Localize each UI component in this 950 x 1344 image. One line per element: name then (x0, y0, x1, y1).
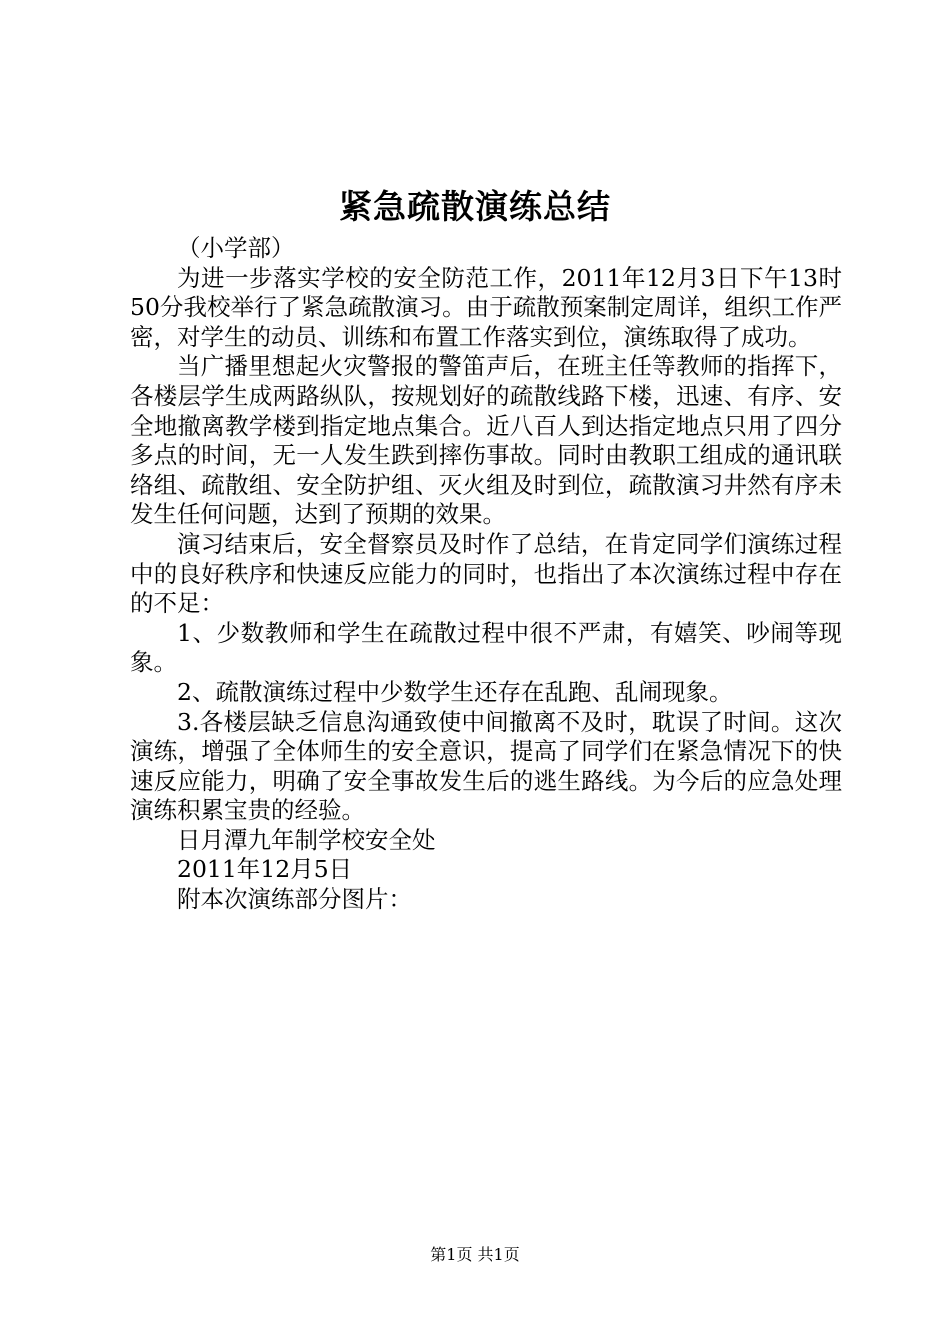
attachment-note: 附本次演练部分图片： (177, 885, 412, 914)
paragraph: 为进一步落实学校的安全防范工作，2011年12月3日下午13时50分我校举行了紧急疏散演习。由于疏散预案制定周详，组织工作严密，对学生的动员、训练和布置工作落实到位，演练取得了成功。 (130, 263, 842, 351)
list-item: 2、疏散演练过程中少数学生还存在乱跑、乱闹现象。 (177, 677, 733, 706)
list-item: 3.各楼层缺乏信息沟通致使中间撤离不及时，耽误了时间。这次演练，增强了全体师生的安全意识，提高了同学们在紧急情况下的快速反应能力，明确了安全事故发生后的逃生路线。为今后的应急处理演练积累宝贵的经验。 (130, 707, 842, 825)
document-body (130, 234, 842, 915)
paragraph: 当广播里想起火灾警报的警笛声后，在班主任等教师的指挥下，各楼层学生成两路纵队，按规划好的疏散线路下楼，迅速、有序、安全地撤离教学楼到指定地点集合。近八百人到达指定地点只用了四分多点的时间，无一人发生跌到摔伤事故。同时由教职工组成的通讯联络组、疏散组、安全防护组、灭火组及时到位，疏散演习井然有序未发生任何问题，达到了预期的效果。 (130, 352, 842, 529)
document-date: 2011年12月5日 (177, 855, 353, 884)
signature: 日月潭九年制学校安全处 (177, 825, 436, 854)
paragraph: 演习结束后，安全督察员及时作了总结，在肯定同学们演练过程中的良好秩序和快速反应能力的同时，也指出了本次演练过程中存在的不足： (130, 529, 842, 618)
list-item: 1、少数教师和学生在疏散过程中很不严肃，有嬉笑、吵闹等现象。 (130, 618, 842, 677)
document-subtitle: （小学部） (177, 234, 295, 262)
page-number: 第1页 共1页 (430, 1245, 520, 1264)
document-title: 紧急疏散演练总结 (339, 187, 611, 226)
